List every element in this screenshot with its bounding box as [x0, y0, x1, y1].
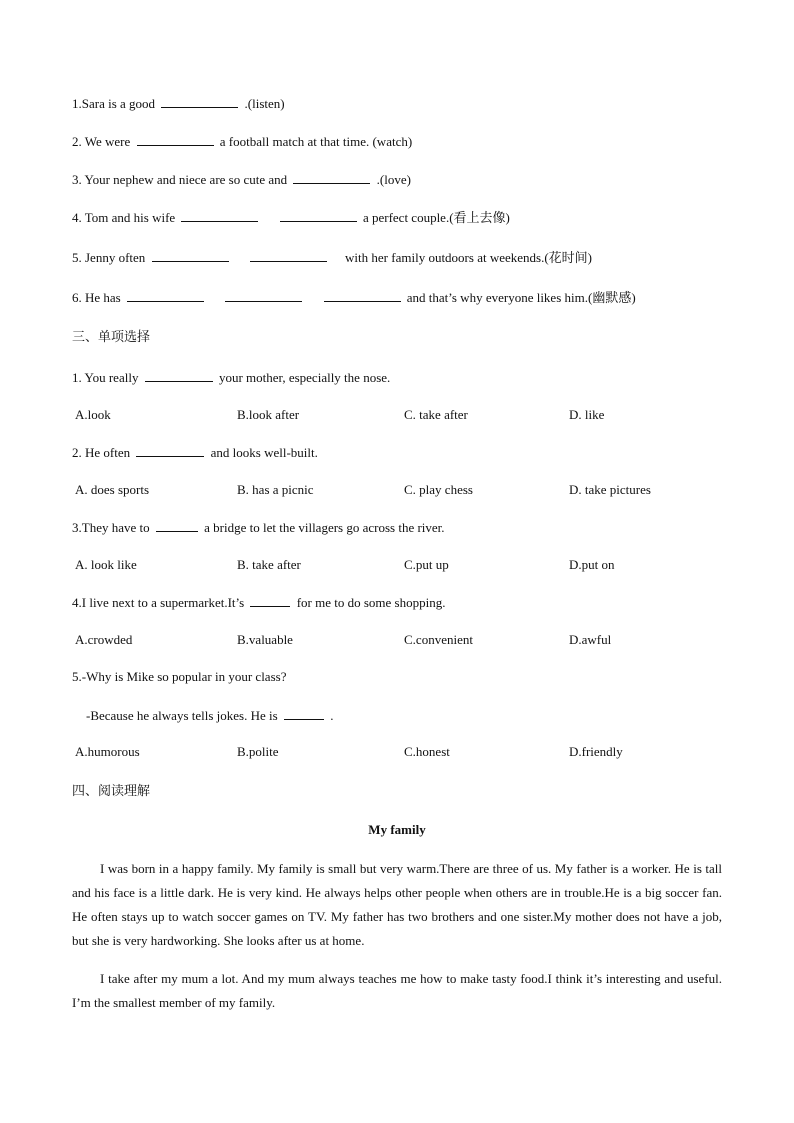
mc-3-option-d[interactable]: D.put on: [569, 557, 615, 572]
section-title-multiple-choice: 三、单项选择: [72, 330, 151, 345]
answer-blank[interactable]: [250, 248, 327, 262]
mc-1-option-c[interactable]: C. take after: [404, 407, 468, 422]
mc-5-option-c[interactable]: C.honest: [404, 744, 450, 759]
answer-blank[interactable]: [127, 288, 204, 302]
fill-item-2-hint: a football match at that time. (watch): [219, 134, 413, 149]
mc-question-1-text-end: your mother, especially the nose.: [218, 370, 391, 385]
mc-2-option-a[interactable]: A. does sports: [75, 482, 150, 497]
answer-blank[interactable]: [156, 518, 198, 532]
mc-question-3: [72, 518, 445, 537]
answer-blank[interactable]: [136, 443, 204, 457]
mc-question-5-response-text: -Because he always tells jokes. He is: [86, 708, 278, 723]
reading-title: My family: [368, 822, 426, 837]
reading-paragraph-1: I was born in a happy family. My family is small but very warm.There are three of us. My father is a worker. He is tall and his face is a little dark. He is very kind. He always helps other people when others are in trouble.He is a big soccer fan. He often stays up to watch soccer games on TV. My father has two brothers and one sister.My mother does not have a job, but she is very hardworking. She looks after us at home.: [72, 861, 722, 948]
mc-3-option-b[interactable]: B. take after: [237, 557, 301, 572]
mc-4-option-b[interactable]: B.valuable: [237, 632, 293, 647]
fill-item-6-hint: and that’s why everyone likes him.(幽默感): [406, 290, 636, 305]
mc-question-2: [72, 443, 318, 462]
fill-item-3: [72, 170, 411, 189]
fill-item-6: [72, 288, 636, 307]
fill-item-4-text: 4. Tom and his wife: [72, 210, 176, 225]
mc-question-4: [72, 593, 445, 612]
fill-item-1-hint: .(listen): [244, 96, 285, 111]
mc-2-option-c[interactable]: C. play chess: [404, 482, 473, 497]
mc-2-option-d[interactable]: D. take pictures: [569, 482, 651, 497]
mc-4-option-d[interactable]: D.awful: [569, 632, 612, 647]
mc-question-1-text: 1. You really: [72, 370, 139, 385]
mc-question-3-text: 3.They have to: [72, 520, 150, 535]
reading-paragraph-2: I take after my mum a lot. And my mum always teaches me how to make tasty food.I think it’s interesting and useful. I’m the smallest member of my family.: [72, 971, 722, 1010]
answer-blank[interactable]: [225, 288, 302, 302]
answer-blank[interactable]: [324, 288, 401, 302]
fill-item-3-hint: .(love): [376, 172, 411, 187]
answer-blank[interactable]: [145, 368, 213, 382]
mc-3-option-a[interactable]: A. look like: [75, 557, 137, 572]
fill-item-4-hint: a perfect couple.(看上去像): [362, 210, 510, 225]
mc-question-3-text-end: a bridge to let the villagers go across the river.: [204, 520, 445, 535]
mc-5-option-d[interactable]: D.friendly: [569, 744, 623, 759]
mc-question-5-response: [86, 706, 333, 725]
fill-item-3-text: 3. Your nephew and niece are so cute and: [72, 172, 288, 187]
mc-1-option-d[interactable]: D. like: [569, 407, 605, 422]
mc-question-2-text: 2. He often: [72, 445, 131, 460]
answer-blank[interactable]: [181, 208, 258, 222]
fill-item-5: [72, 248, 592, 267]
fill-item-1-text: 1.Sara is a good: [72, 96, 156, 111]
section-title-reading: 四、阅读理解: [72, 784, 151, 799]
answer-blank[interactable]: [280, 208, 357, 222]
answer-blank[interactable]: [293, 170, 370, 184]
answer-blank[interactable]: [152, 248, 229, 262]
mc-1-option-a[interactable]: A.look: [75, 407, 111, 422]
mc-2-option-b[interactable]: B. has a picnic: [237, 482, 314, 497]
mc-question-5-response-end: .: [330, 708, 334, 723]
mc-4-option-a[interactable]: A.crowded: [75, 632, 133, 647]
fill-item-6-text: 6. He has: [72, 290, 121, 305]
fill-item-2: [72, 132, 412, 151]
mc-question-1: [72, 368, 390, 387]
mc-question-5-text: 5.-Why is Mike so popular in your class?: [72, 669, 287, 684]
mc-4-option-c[interactable]: C.convenient: [404, 632, 473, 647]
fill-item-4: [72, 208, 510, 227]
answer-blank[interactable]: [161, 94, 238, 108]
fill-item-2-text: 2. We were: [72, 134, 131, 149]
fill-item-5-hint: with her family outdoors at weekends.(花时间): [345, 250, 592, 265]
mc-5-option-a[interactable]: A.humorous: [75, 744, 140, 759]
mc-3-option-c[interactable]: C.put up: [404, 557, 449, 572]
mc-question-2-text-end: and looks well-built.: [210, 445, 318, 460]
answer-blank[interactable]: [250, 593, 290, 607]
mc-1-option-b[interactable]: B.look after: [237, 407, 300, 422]
answer-blank[interactable]: [284, 706, 324, 720]
mc-question-5: [72, 668, 286, 686]
mc-5-option-b[interactable]: B.polite: [237, 744, 279, 759]
fill-item-5-text: 5. Jenny often: [72, 250, 146, 265]
mc-question-4-text: 4.I live next to a supermarket.It’s: [72, 595, 245, 610]
fill-item-1: [72, 94, 285, 113]
answer-blank[interactable]: [137, 132, 214, 146]
mc-question-4-text-end: for me to do some shopping.: [296, 595, 446, 610]
